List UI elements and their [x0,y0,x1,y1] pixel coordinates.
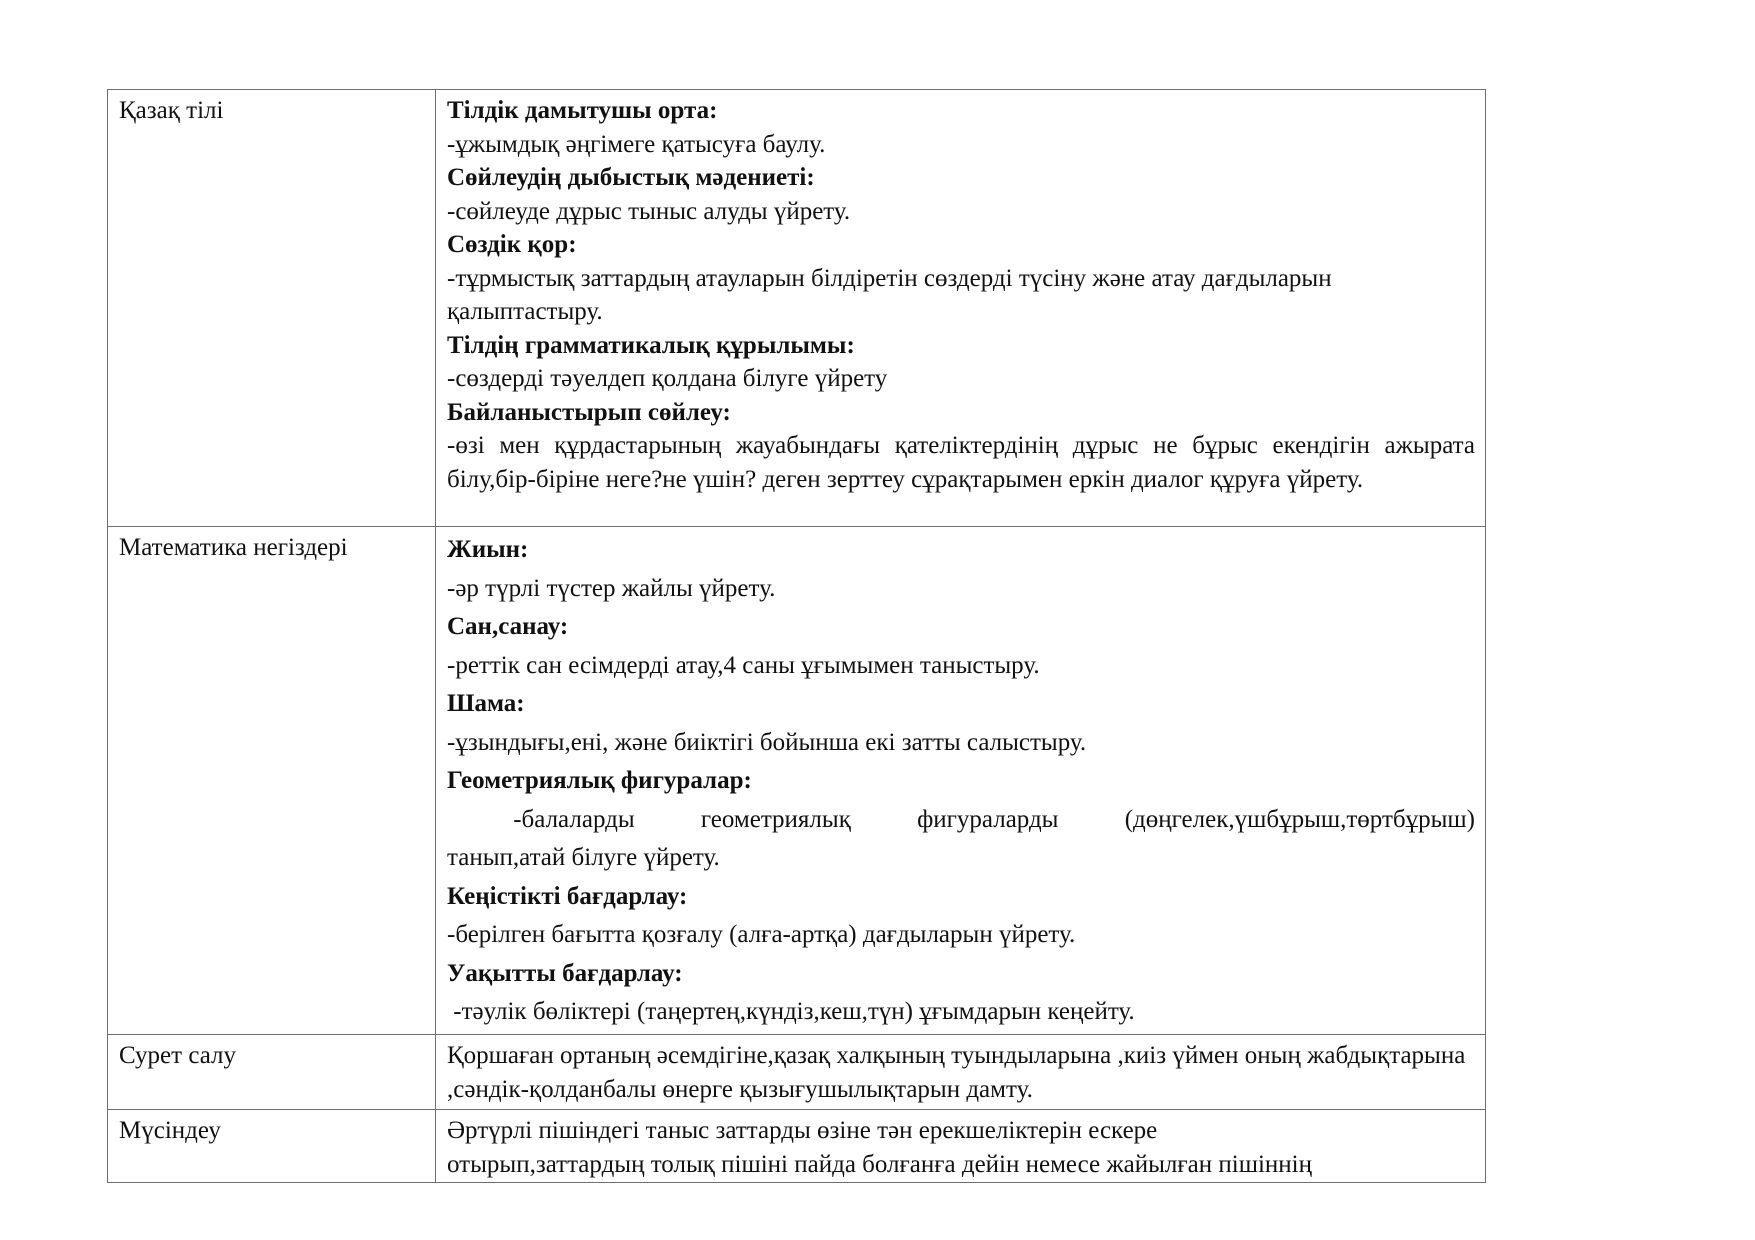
section-heading: Сөйлеудің дыбыстық мәдениеті: [447,164,815,191]
section-heading: Сөздік қор: [447,231,577,258]
section-heading: Уақытты бағдарлау: [447,959,683,987]
section-text: -тәулік бөліктері (таңертең,күндіз,кеш,түн) ұғымдарын кеңейту. [447,998,1135,1025]
content-cell [436,1109,1486,1182]
section-heading: Шама: [447,690,525,717]
subject-cell: Қазақ тілі [108,90,436,527]
subject-cell: Мүсіндеу [108,1109,436,1182]
content-cell [436,527,1486,1035]
subject-cell: Сурет салу [108,1034,436,1109]
section-text: -тұрмыстық заттардың атауларын білдіретін сөздерді түсіну және атау дағдыларын қалыптастыру. [447,264,1332,325]
section-text: -ұжымдық әңгімеге қатысуға баулу. [447,130,826,158]
section-text: -сөздерді тәуелдеп қолдана білуге үйрету [447,365,888,392]
section-text: Қоршаған ортаның әсемдігіне,қазақ халқының туындыларына ,киіз үймен оның жабдықтарына ,сәндік-қолданбалы өнерге қызығушылықтарын дамту. [447,1041,1466,1103]
subject-cell: Математика негіздері [108,527,436,1035]
table-row-drawing [108,1034,1486,1109]
content-cell [436,90,1486,527]
table-row-modeling [108,1109,1486,1182]
section-heading: Тілдің грамматикалық құрылымы: [447,331,855,359]
section-text: Әртүрлі пішіндегі таныс заттарды өзіне тән ерекшеліктерін ескере [447,1116,1158,1144]
section-text: отырып,заттардың толық пішіні пайда болғанға дейін немесе жайылған пішіннің [447,1150,1312,1178]
table-row-kazakh-language [108,90,1486,527]
section-heading: Байланыстырып сөйлеу: [447,398,731,426]
section-text: танып,атай білуге үйрету. [447,844,720,871]
section-text: -берілген бағытта қозғалу (алға-артқа) дағдыларын үйрету. [447,921,1076,948]
content-cell [436,1034,1486,1109]
section-heading: Геометриялық фигуралар: [447,767,752,794]
section-text: -сөйлеуде дұрыс тыныс алуды үйрету. [447,197,851,225]
section-heading: Сан,санау: [447,613,569,640]
section-text: -ұзындығы,ені, және биіктігі бойынша екі затты салыстыру. [447,728,1087,756]
section-text: -өзі мен құрдастарының жауабындағы қателіктердінің дұрыс не бұрыс екендігін ажырата білу,бір-біріне неге?не үшін? деген зерттеу сұрақтарымен еркін диалог құруға үйрету. [447,432,1475,493]
section-text: -реттік сан есімдерді атау,4 саны ұғымымен таныстыру. [447,651,1040,679]
table-row-math-foundations [108,527,1486,1035]
curriculum-table [107,89,1486,1183]
section-heading: Кеңістікті бағдарлау: [447,882,688,910]
section-text: -балаларды геометриялық фигураларды (дөңгелек,үшбұрыш,төртбұрыш) [447,805,1475,833]
section-text: -әр түрлі түстер жайлы үйрету. [447,574,776,602]
section-heading: Жиын: [447,536,529,563]
section-heading: Тілдік дамытушы орта: [447,97,718,124]
